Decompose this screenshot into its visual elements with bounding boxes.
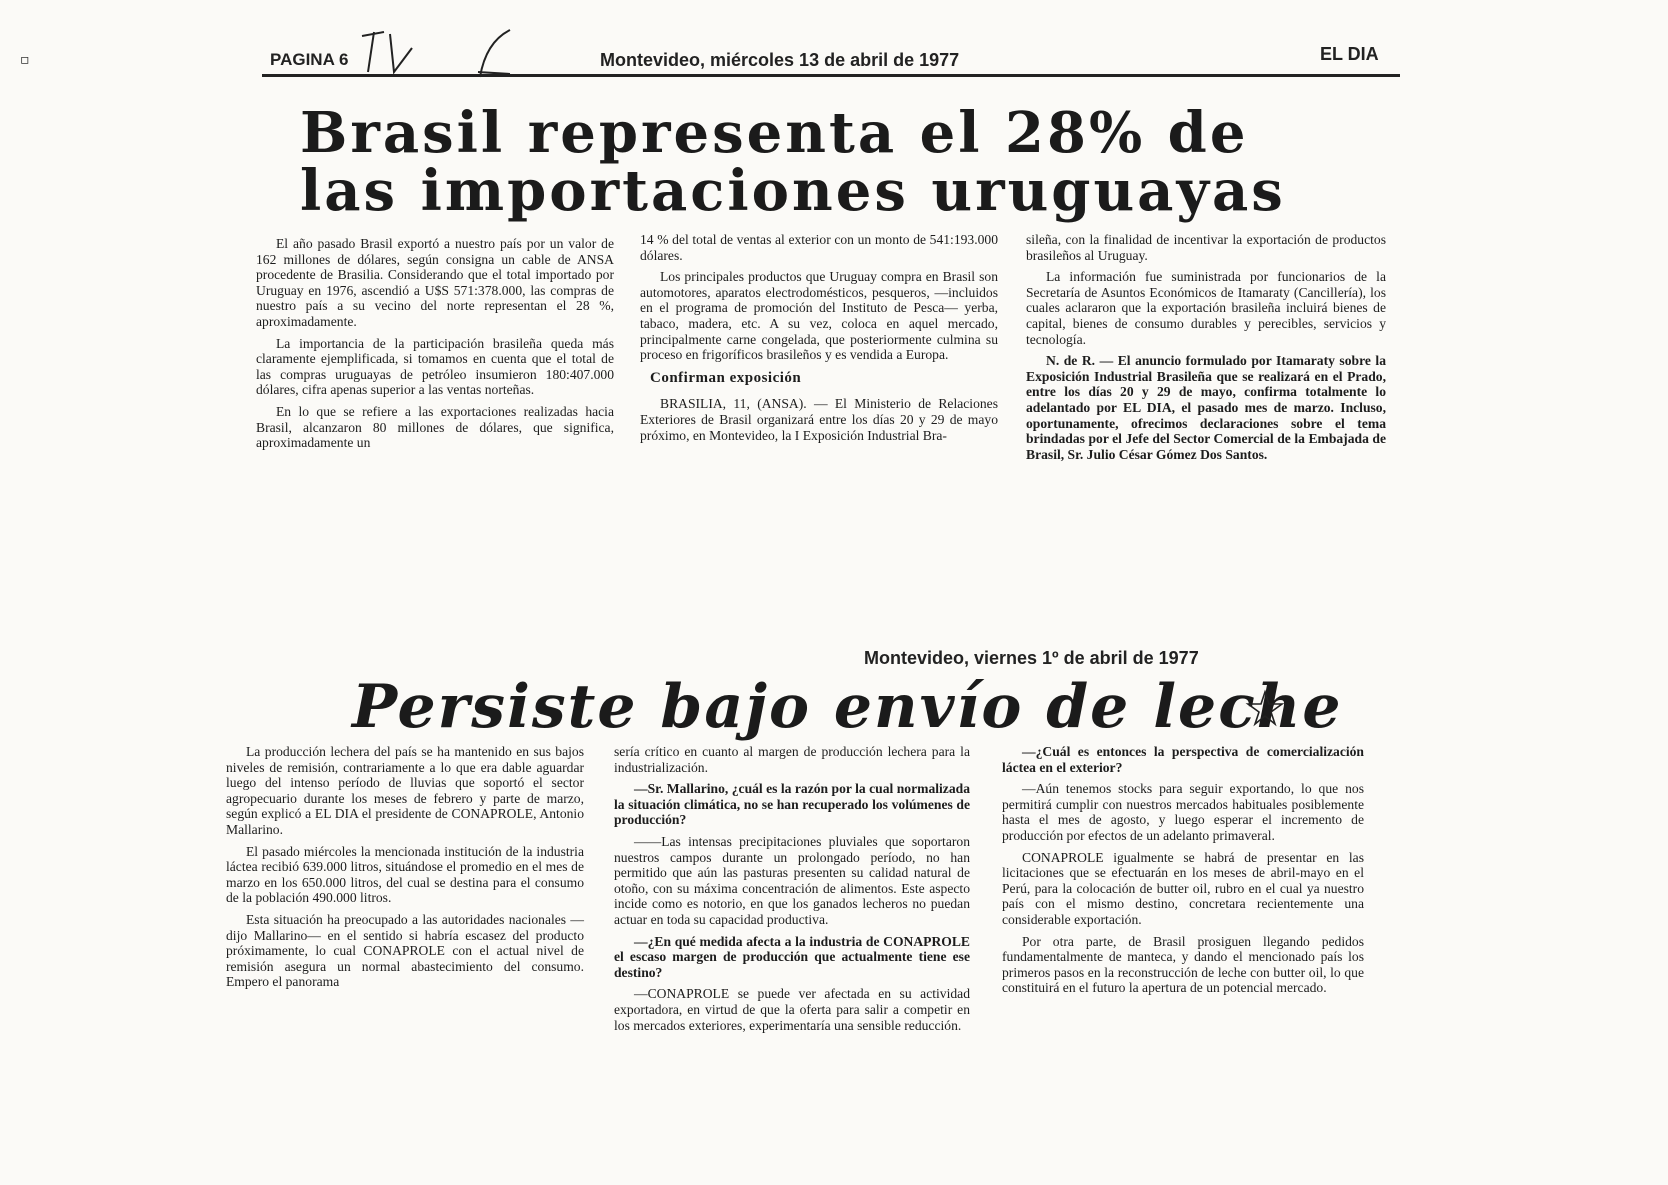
header-rule — [262, 74, 1400, 77]
article1-paragraph: Los principales productos que Uruguay compra en Brasil son automotores, aparatos electrodomésticos, pesqueros, —incluidos en el programa de promoción del Instituto de Pesca— yerba, tabaco, madera, etc. A su vez, coloca en aquel mercado, principalmente carne congelada, que posteriormente culmina su proceso en frigoríficos brasileños y es vendida a Europa. — [640, 269, 998, 363]
article1-paragraph: La importancia de la participación brasileña queda más claramente ejemplificada, si tomamos en cuenta que el total de las compras uruguayas de petróleo insumieron 180:407.000 dólares, cifra apenas superior a las ventas norteñas. — [256, 335, 614, 398]
article2-paragraph: Por otra parte, de Brasil prosiguen llegando pedidos fundamentalmente de manteca, y dando el mencionado país los primeros pasos en la reconstrucción de leche con butter oil, lo que constituirá en el futuro la apertura de un potencial mercado. — [1002, 933, 1364, 996]
page-number: PAGINA 6 — [270, 50, 349, 69]
article1-column-1 — [256, 236, 614, 457]
article1-paragraph: En lo que se refiere a las exportaciones realizadas hacia Brasil, alcanzaron 80 millones de dólares, que significa, aproximadamente un — [256, 403, 614, 451]
article2-paragraph: —Aún tenemos stocks para seguir exportando, lo que nos permitirá cumplir con nuestros mercados habituales posiblemente hasta el mes de agosto, y luego esperar el incremento de producción por efectos de un adelanto primaveral. — [1002, 781, 1364, 843]
article2-paragraph: Esta situación ha preocupado a las autoridades nacionales —dijo Mallarino— en el sentido si habría escasez del producto próximamente, lo cual CONAPROLE con el actual nivel de remisión asegura un normal abastecimiento del consumo. Empero el panorama — [226, 911, 584, 990]
newspaper-name: EL DIA — [1320, 44, 1379, 64]
article2-date: Montevideo, viernes 1º de abril de 1977 — [864, 648, 1199, 668]
article2-question: —¿Cuál es entonces la perspectiva de comercialización láctea en el exterior? — [1002, 744, 1364, 775]
article2-question: —¿En qué medida afecta a la industria de CONAPROLE el escaso margen de producción que actualmente tiene ese destino? — [614, 933, 970, 980]
article2-column-1 — [226, 744, 584, 996]
star-mark-icon — [1245, 688, 1285, 728]
margin-mark: ▫ — [20, 52, 30, 68]
article2-paragraph: ——Las intensas precipitaciones pluviales que soportaron nuestros campos durante un prolongado período, no han permitido que aún las pasturas presenten su calidad natural de otoño, con su máxima concentración de alimentos. Este aspecto incide como es notorio, en que los ganados lecheros no puedan actuar en toda su capacidad productiva. — [614, 833, 970, 927]
article1-column-3 — [1026, 232, 1386, 468]
article1-paragraph: El año pasado Brasil exportó a nuestro país por un valor de 162 millones de dólares, según consigna un cable de ANSA procedente de Brasilia. Considerando que el total importado por Uruguay en 1976, ascendió a U$S 571:378.000, las compras de nuestro país a su vecino del norte representan el 28 %, aproximadamente. — [256, 236, 614, 329]
header-date: Montevideo, miércoles 13 de abril de 1977 — [600, 50, 960, 70]
article2-paragraph: —CONAPROLE se puede ver afectada en su actividad exportadora, en virtud de que la oferta para salir a competir en los mercados exteriores, experimentaría una sensible reducción. — [614, 986, 970, 1033]
article1-subheading: Confirman exposición — [650, 369, 802, 386]
article2-paragraph: sería crítico en cuanto al margen de producción lechera para la industrialización. — [614, 744, 970, 775]
article2-column-2 — [614, 744, 970, 1039]
article1-title-line1: Brasil representa el 28% de — [300, 100, 1249, 166]
article2-paragraph: El pasado miércoles la mencionada institución de la industria láctea recibió 639.000 litros, situándose el promedio en el mes de marzo en los 650.000 litros, del cual se destina para el consumo de la población 490.000 litros. — [226, 843, 584, 906]
article2-title: Persiste bajo envío de leche — [352, 672, 1343, 742]
article1-editor-note: N. de R. — El anuncio formulado por Itamaraty sobre la Exposición Industrial Brasileña que se realizará en el Prado, entre los días 20 y 29 de mayo, confirma totalmente lo adelantado por EL DIA, el pasado mes de marzo. Incluso, oportunamente, ofrecimos declaraciones sobre el tema brindadas por el Jefe del Sector Comercial de la Embajada de Brasil, Sr. Julio César Gómez Dos Santos. — [1026, 353, 1386, 462]
article1-paragraph: La información fue suministrada por funcionarios de la Secretaría de Asuntos Económicos de Itamaraty (Cancillería), los cuales aclararon que la exportación brasileña incluirá bienes de capital, bienes de consumo durables y perecibles, servicios y tecnología. — [1026, 269, 1386, 347]
article2-paragraph: CONAPROLE igualmente se habrá de presentar en las licitaciones que se efectuarán en los meses de abril-mayo en el Perú, para la colocación de butter oil, rubro en el cual ya nuestro país con el mismo destino, concretara recientemente una considerable exportación. — [1002, 849, 1364, 927]
article1-paragraph: 14 % del total de ventas al exterior con un monto de 541:193.000 dólares. — [640, 232, 998, 263]
handwritten-marks — [360, 22, 540, 82]
article1-title-line2: las importaciones uruguayas — [300, 158, 1286, 224]
article1-paragraph: sileña, con la finalidad de incentivar la exportación de productos brasileños al Uruguay. — [1026, 232, 1386, 263]
article2-paragraph: La producción lechera del país se ha mantenido en sus bajos niveles de remisión, contrariamente a lo que era dable aguardar luego del intenso período de lluvias que soportó el sector agropecuario durante los meses de febrero y parte de marzo, según explicó a EL DIA el presidente de CONAPROLE, Antonio Mallarino. — [226, 744, 584, 837]
article1-paragraph: BRASILIA, 11, (ANSA). — El Ministerio de Relaciones Exteriores de Brasil organizará entre los días 20 y 29 de mayo próximo, en Montevideo, la I Exposición Industrial Bra- — [640, 396, 998, 443]
article2-column-3 — [1002, 744, 1364, 1002]
article1-column-2 — [640, 232, 998, 449]
article2-question: —Sr. Mallarino, ¿cuál es la razón por la cual normalizada la situación climática, no se han recuperado los volúmenes de producción? — [614, 781, 970, 828]
